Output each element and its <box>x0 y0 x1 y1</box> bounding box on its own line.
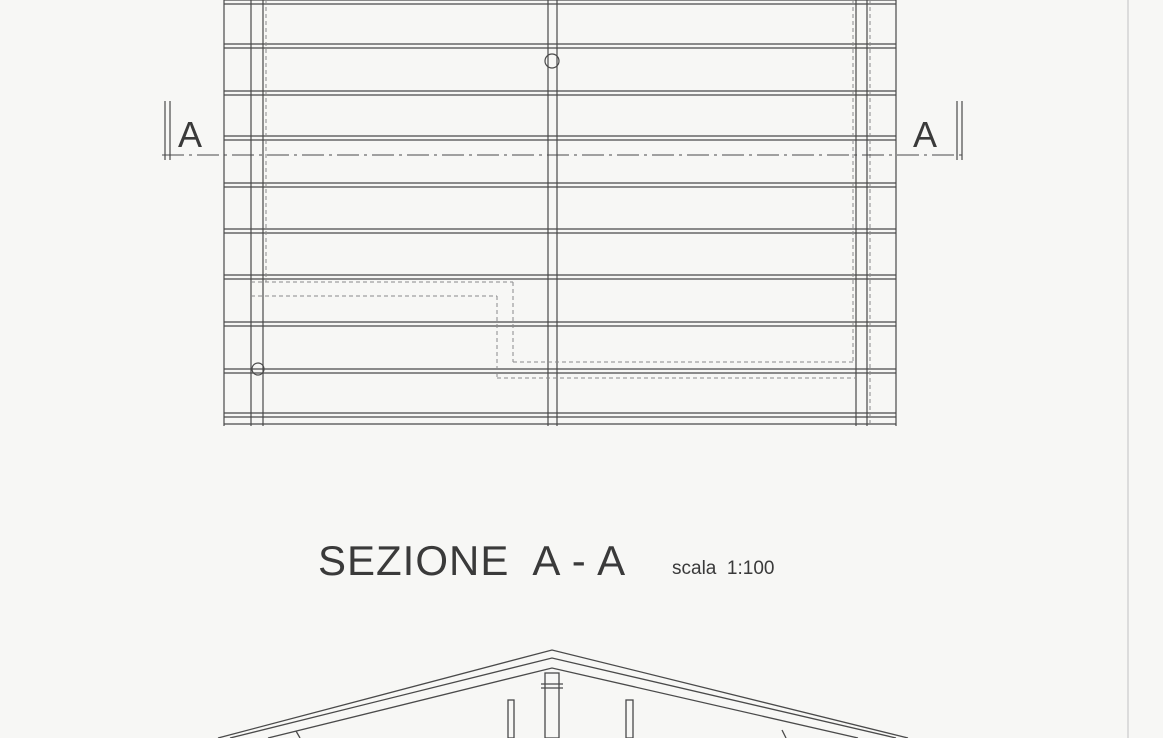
purlin-row <box>224 136 896 140</box>
roof-plan <box>162 0 964 426</box>
purlin-row <box>224 44 896 48</box>
purlin-row <box>224 0 896 4</box>
section-view <box>218 650 908 738</box>
section-marker-right: A <box>913 114 938 155</box>
purlin-row <box>224 183 896 187</box>
purlin-row <box>224 275 896 279</box>
roof-tick <box>782 730 786 738</box>
section-marker-left: A <box>178 114 203 155</box>
roof-outline-underside <box>268 668 858 738</box>
purlin-rows <box>224 0 896 424</box>
rafter-right <box>856 0 867 426</box>
hidden-outline <box>251 0 870 426</box>
rafter-left <box>251 0 263 426</box>
ridge-post <box>545 673 559 738</box>
section-cut-left-tick <box>165 101 170 160</box>
section-cut-right-tick <box>957 101 962 160</box>
purlin-row <box>224 413 896 417</box>
purlin-row <box>224 229 896 233</box>
roof-tick <box>296 731 300 738</box>
section-title: SEZIONE A - A <box>318 537 627 584</box>
purlin-row <box>224 91 896 95</box>
scale-label: scala 1:100 <box>672 558 775 579</box>
purlin-row <box>224 369 896 373</box>
section-post-right <box>626 700 633 738</box>
section-post-left <box>508 700 514 738</box>
purlin-row <box>224 322 896 326</box>
